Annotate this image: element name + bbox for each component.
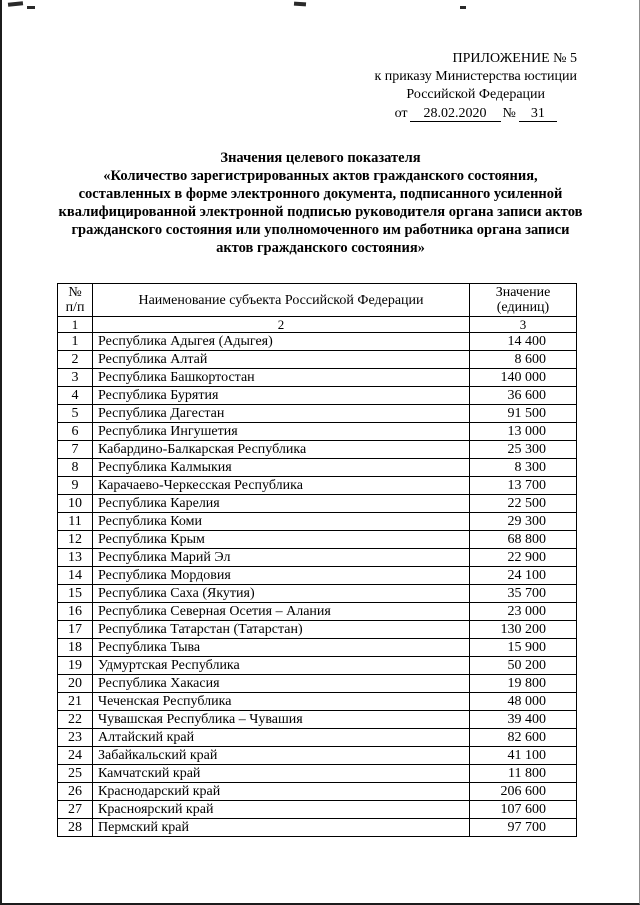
table-row bbox=[58, 783, 577, 801]
row-index: 24 bbox=[58, 747, 93, 765]
region-name: Республика Северная Осетия – Алания bbox=[93, 603, 470, 621]
region-name: Карачаево-Черкесская Республика bbox=[93, 477, 470, 495]
scan-artifact bbox=[294, 2, 306, 7]
header-value bbox=[470, 284, 577, 317]
table-row bbox=[58, 549, 577, 567]
table-row bbox=[58, 441, 577, 459]
title-line: составленных в форме электронного документа, подписанного усиленной bbox=[78, 186, 563, 202]
row-index: 20 bbox=[58, 675, 93, 693]
row-value: 22 500 bbox=[470, 495, 577, 513]
row-index: 23 bbox=[58, 729, 93, 747]
row-value: 41 100 bbox=[470, 747, 577, 765]
header-num bbox=[58, 284, 93, 317]
table-row bbox=[58, 459, 577, 477]
row-index: 7 bbox=[58, 441, 93, 459]
row-index: 18 bbox=[58, 639, 93, 657]
row-index: 4 bbox=[58, 387, 93, 405]
region-name: Пермский край bbox=[93, 819, 470, 837]
row-index: 21 bbox=[58, 693, 93, 711]
subheader-1: 1 bbox=[58, 317, 93, 333]
table-header-row bbox=[58, 284, 577, 317]
order-date-line bbox=[374, 105, 577, 123]
header-value-line2: (единиц) bbox=[496, 300, 550, 315]
appendix-header bbox=[374, 50, 577, 123]
region-name: Республика Мордовия bbox=[93, 567, 470, 585]
region-name: Республика Башкортостан bbox=[93, 369, 470, 387]
region-name: Республика Адыгея (Адыгея) bbox=[93, 333, 470, 351]
row-value: 14 400 bbox=[470, 333, 577, 351]
row-index: 17 bbox=[58, 621, 93, 639]
region-name: Чеченская Республика bbox=[93, 693, 470, 711]
order-date: 28.02.2020 bbox=[410, 106, 501, 122]
row-value: 23 000 bbox=[470, 603, 577, 621]
scan-artifact bbox=[27, 6, 35, 9]
region-name: Алтайский край bbox=[93, 729, 470, 747]
row-index: 12 bbox=[58, 531, 93, 549]
table-subheader-row bbox=[58, 317, 577, 333]
region-name: Республика Алтай bbox=[93, 351, 470, 369]
region-name: Республика Татарстан (Татарстан) bbox=[93, 621, 470, 639]
region-name: Республика Бурятия bbox=[93, 387, 470, 405]
row-index: 25 bbox=[58, 765, 93, 783]
row-value: 107 600 bbox=[470, 801, 577, 819]
title-line: «Количество зарегистрированных актов гражданского состояния, bbox=[103, 168, 538, 184]
table-row bbox=[58, 531, 577, 549]
row-index: 5 bbox=[58, 405, 93, 423]
row-value: 36 600 bbox=[470, 387, 577, 405]
row-value: 48 000 bbox=[470, 693, 577, 711]
header-num-line1: № bbox=[68, 285, 82, 300]
row-value: 25 300 bbox=[470, 441, 577, 459]
header-region: Наименование субъекта Российской Федерации bbox=[93, 284, 470, 317]
table-row bbox=[58, 405, 577, 423]
header-num-line2: п/п bbox=[65, 300, 85, 315]
table-row bbox=[58, 819, 577, 837]
title-line: гражданского состояния или уполномоченного им работника органа записи bbox=[71, 222, 570, 238]
region-name: Республика Карелия bbox=[93, 495, 470, 513]
regions-table bbox=[57, 283, 577, 837]
table-row bbox=[58, 603, 577, 621]
row-value: 22 900 bbox=[470, 549, 577, 567]
date-prefix: от bbox=[394, 106, 408, 121]
row-index: 2 bbox=[58, 351, 93, 369]
row-index: 15 bbox=[58, 585, 93, 603]
table-row bbox=[58, 513, 577, 531]
row-index: 9 bbox=[58, 477, 93, 495]
row-index: 1 bbox=[58, 333, 93, 351]
order-line-2: Российской Федерации bbox=[406, 87, 546, 102]
region-name: Республика Хакасия bbox=[93, 675, 470, 693]
row-index: 26 bbox=[58, 783, 93, 801]
row-value: 35 700 bbox=[470, 585, 577, 603]
order-number: 31 bbox=[519, 106, 557, 122]
region-name: Республика Ингушетия bbox=[93, 423, 470, 441]
row-value: 39 400 bbox=[470, 711, 577, 729]
row-index: 16 bbox=[58, 603, 93, 621]
table-row bbox=[58, 675, 577, 693]
table-row bbox=[58, 711, 577, 729]
title-line: Значения целевого показателя bbox=[220, 150, 421, 166]
table-row bbox=[58, 423, 577, 441]
subheader-2: 2 bbox=[93, 317, 470, 333]
order-line-1: к приказу Министерства юстиции bbox=[374, 69, 577, 84]
region-name: Чувашская Республика – Чувашия bbox=[93, 711, 470, 729]
row-value: 15 900 bbox=[470, 639, 577, 657]
table-row bbox=[58, 657, 577, 675]
header-value-line1: Значение bbox=[495, 285, 551, 300]
row-index: 14 bbox=[58, 567, 93, 585]
row-value: 13 000 bbox=[470, 423, 577, 441]
table-row bbox=[58, 495, 577, 513]
row-index: 22 bbox=[58, 711, 93, 729]
region-name: Красноярский край bbox=[93, 801, 470, 819]
row-index: 3 bbox=[58, 369, 93, 387]
region-name: Камчатский край bbox=[93, 765, 470, 783]
region-name: Кабардино-Балкарская Республика bbox=[93, 441, 470, 459]
subheader-3: 3 bbox=[470, 317, 577, 333]
row-index: 6 bbox=[58, 423, 93, 441]
table-row bbox=[58, 765, 577, 783]
row-value: 24 100 bbox=[470, 567, 577, 585]
row-index: 11 bbox=[58, 513, 93, 531]
row-value: 97 700 bbox=[470, 819, 577, 837]
title-line: квалифицированной электронной подписью руководителя органа записи актов bbox=[58, 204, 583, 220]
region-name: Республика Калмыкия bbox=[93, 459, 470, 477]
table-row bbox=[58, 369, 577, 387]
table-row bbox=[58, 747, 577, 765]
row-index: 10 bbox=[58, 495, 93, 513]
scan-artifact bbox=[460, 6, 466, 9]
document-title bbox=[2, 149, 639, 257]
region-name: Республика Коми bbox=[93, 513, 470, 531]
region-name: Республика Саха (Якутия) bbox=[93, 585, 470, 603]
table-row bbox=[58, 729, 577, 747]
row-value: 29 300 bbox=[470, 513, 577, 531]
region-name: Республика Тыва bbox=[93, 639, 470, 657]
table-row bbox=[58, 585, 577, 603]
table-row bbox=[58, 567, 577, 585]
row-index: 27 bbox=[58, 801, 93, 819]
title-line: актов гражданского состояния» bbox=[216, 240, 425, 256]
row-value: 11 800 bbox=[470, 765, 577, 783]
row-value: 68 800 bbox=[470, 531, 577, 549]
row-value: 8 600 bbox=[470, 351, 577, 369]
row-value: 13 700 bbox=[470, 477, 577, 495]
regions-table-body bbox=[58, 333, 577, 837]
row-value: 50 200 bbox=[470, 657, 577, 675]
row-value: 91 500 bbox=[470, 405, 577, 423]
table-row bbox=[58, 693, 577, 711]
number-sign: № bbox=[502, 106, 516, 121]
table-row bbox=[58, 621, 577, 639]
scan-artifact bbox=[8, 1, 23, 7]
region-name: Республика Дагестан bbox=[93, 405, 470, 423]
row-index: 28 bbox=[58, 819, 93, 837]
region-name: Удмуртская Республика bbox=[93, 657, 470, 675]
row-value: 130 200 bbox=[470, 621, 577, 639]
row-index: 8 bbox=[58, 459, 93, 477]
region-name: Республика Марий Эл bbox=[93, 549, 470, 567]
table-row bbox=[58, 351, 577, 369]
region-name: Краснодарский край bbox=[93, 783, 470, 801]
region-name: Забайкальский край bbox=[93, 747, 470, 765]
region-name: Республика Крым bbox=[93, 531, 470, 549]
row-value: 8 300 bbox=[470, 459, 577, 477]
table-row bbox=[58, 387, 577, 405]
table-row bbox=[58, 801, 577, 819]
row-value: 140 000 bbox=[470, 369, 577, 387]
row-value: 206 600 bbox=[470, 783, 577, 801]
table-row bbox=[58, 477, 577, 495]
table-row bbox=[58, 639, 577, 657]
row-index: 19 bbox=[58, 657, 93, 675]
row-value: 82 600 bbox=[470, 729, 577, 747]
table-row bbox=[58, 333, 577, 351]
row-index: 13 bbox=[58, 549, 93, 567]
appendix-label: ПРИЛОЖЕНИЕ № 5 bbox=[452, 51, 577, 66]
row-value: 19 800 bbox=[470, 675, 577, 693]
